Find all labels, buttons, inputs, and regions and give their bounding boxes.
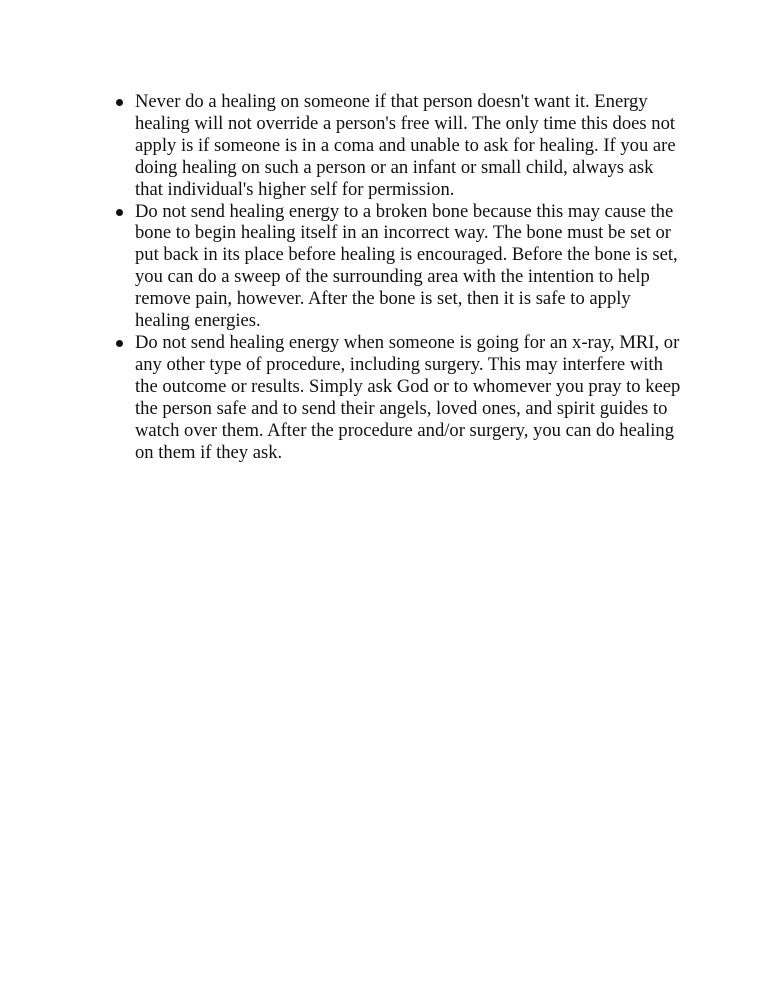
bullet-dot-icon [116,99,123,106]
list-item-text: Never do a healing on someone if that person doesn't want it. Energy healing will not override a person's free will. The only time this does not apply is if someone is in a coma and unable to ask for healing. If you are doing healing on such a person or an infant or small child, always ask that individual's higher self for permission. [135,91,676,200]
bullet-dot-icon [116,209,123,216]
bullet-dot-icon [116,340,123,347]
list-item-text: Do not send healing energy to a broken bone because this may cause the bone to begin healing itself in an incorrect way. The bone must be set or put back in its place before healing is encouraged. Before the bone is set, you can do a sweep of the surrounding area with the intention to help remove pain, however. After the bone is set, then it is safe to apply healing energies. [135,200,678,332]
bullet-list [113,91,683,463]
list-item [113,332,683,463]
list-item [113,201,683,332]
list-item [113,91,683,201]
list-item-text: Do not send healing energy when someone is going for an x-ray, MRI, or any other type of procedure, including surgery. This may interfere with the outcome or results. Simply ask God or to whomever you pray to keep the person safe and to send their angels, loved ones, and spirit guides to watch over them. After the procedure and/or surgery, you can do healing on them if they ask. [135,331,681,463]
